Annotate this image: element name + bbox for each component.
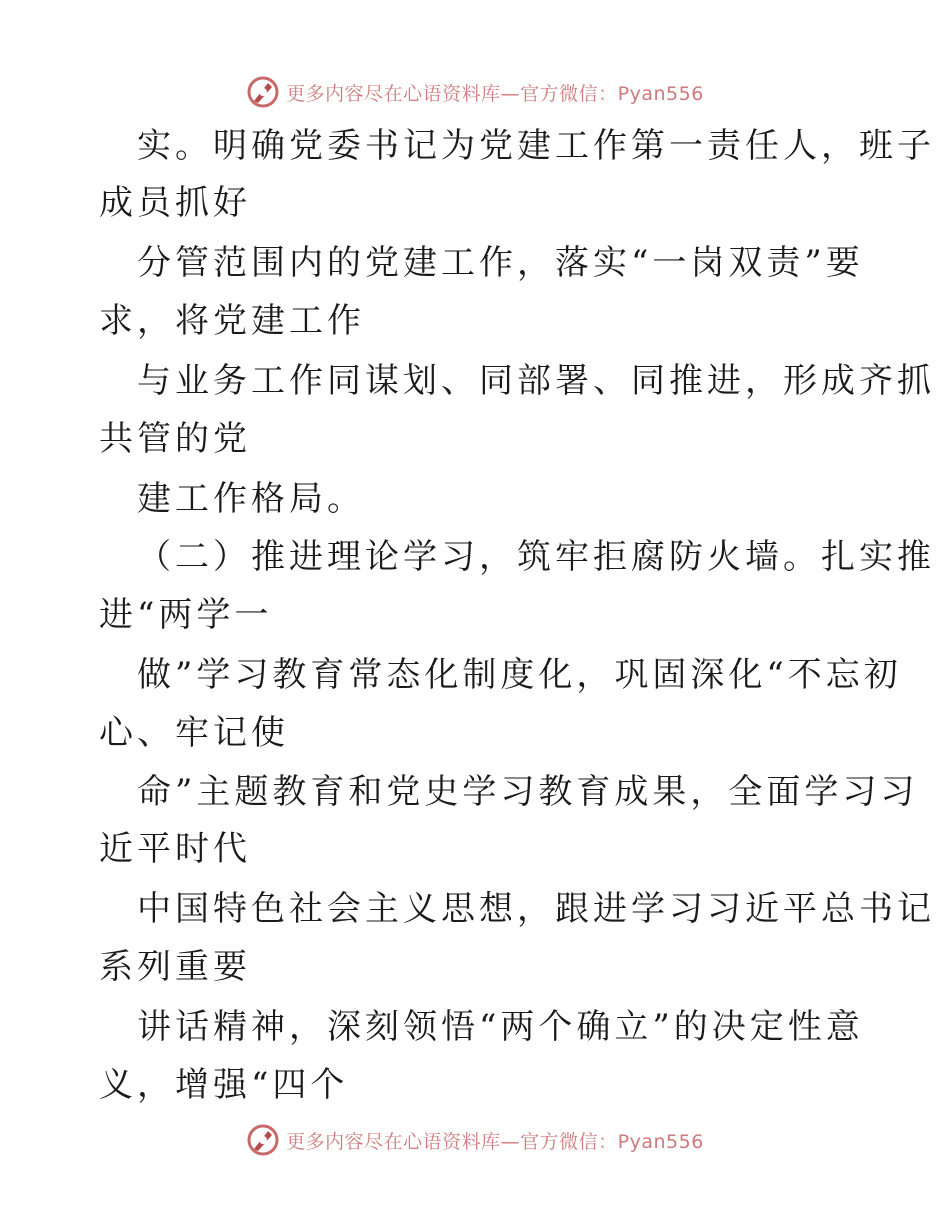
text-line: 中国特色社会主义思想，跟进学习习近平总书记 [137,889,935,929]
logo-icon [246,1123,280,1157]
text-line: 共管的党 [99,419,251,459]
text-line: 与业务工作同谋划、同部署、同推进，形成齐抓 [137,361,935,401]
text-line: 做”学习教育常态化制度化，巩固深化“不忘初 [137,655,902,695]
text-line: 建工作格局。 [137,479,365,519]
header-banner [0,72,950,112]
text-line: 系列重要 [99,947,251,987]
text-line: 命”主题教育和党史学习教育成果，全面学习习 [137,772,919,812]
text-line: 实。明确党委书记为党建工作第一责任人，班子 [137,126,935,166]
banner-text: 更多内容尽在心语资料库—官方微信：Pyan556 [286,1130,704,1153]
text-line: 求，将党建工作 [99,301,365,341]
text-line: 进“两学一 [99,595,273,635]
text-line: 分管范围内的党建工作，落实“一岗双责”要 [137,243,864,283]
footer-banner [0,1120,950,1160]
banner-text: 更多内容尽在心语资料库—官方微信：Pyan556 [286,82,704,105]
text-line: 近平时代 [99,829,251,869]
text-line: 义，增强“四个 [99,1065,349,1105]
text-line: 讲话精神，深刻领悟“两个确立”的决定性意 [137,1007,864,1047]
text-line: 成员抓好 [99,183,251,223]
logo-icon [246,75,280,109]
text-line: （二）推进理论学习，筑牢拒腐防火墙。扎实推 [137,537,935,577]
text-line: 心、牢记使 [99,713,289,753]
